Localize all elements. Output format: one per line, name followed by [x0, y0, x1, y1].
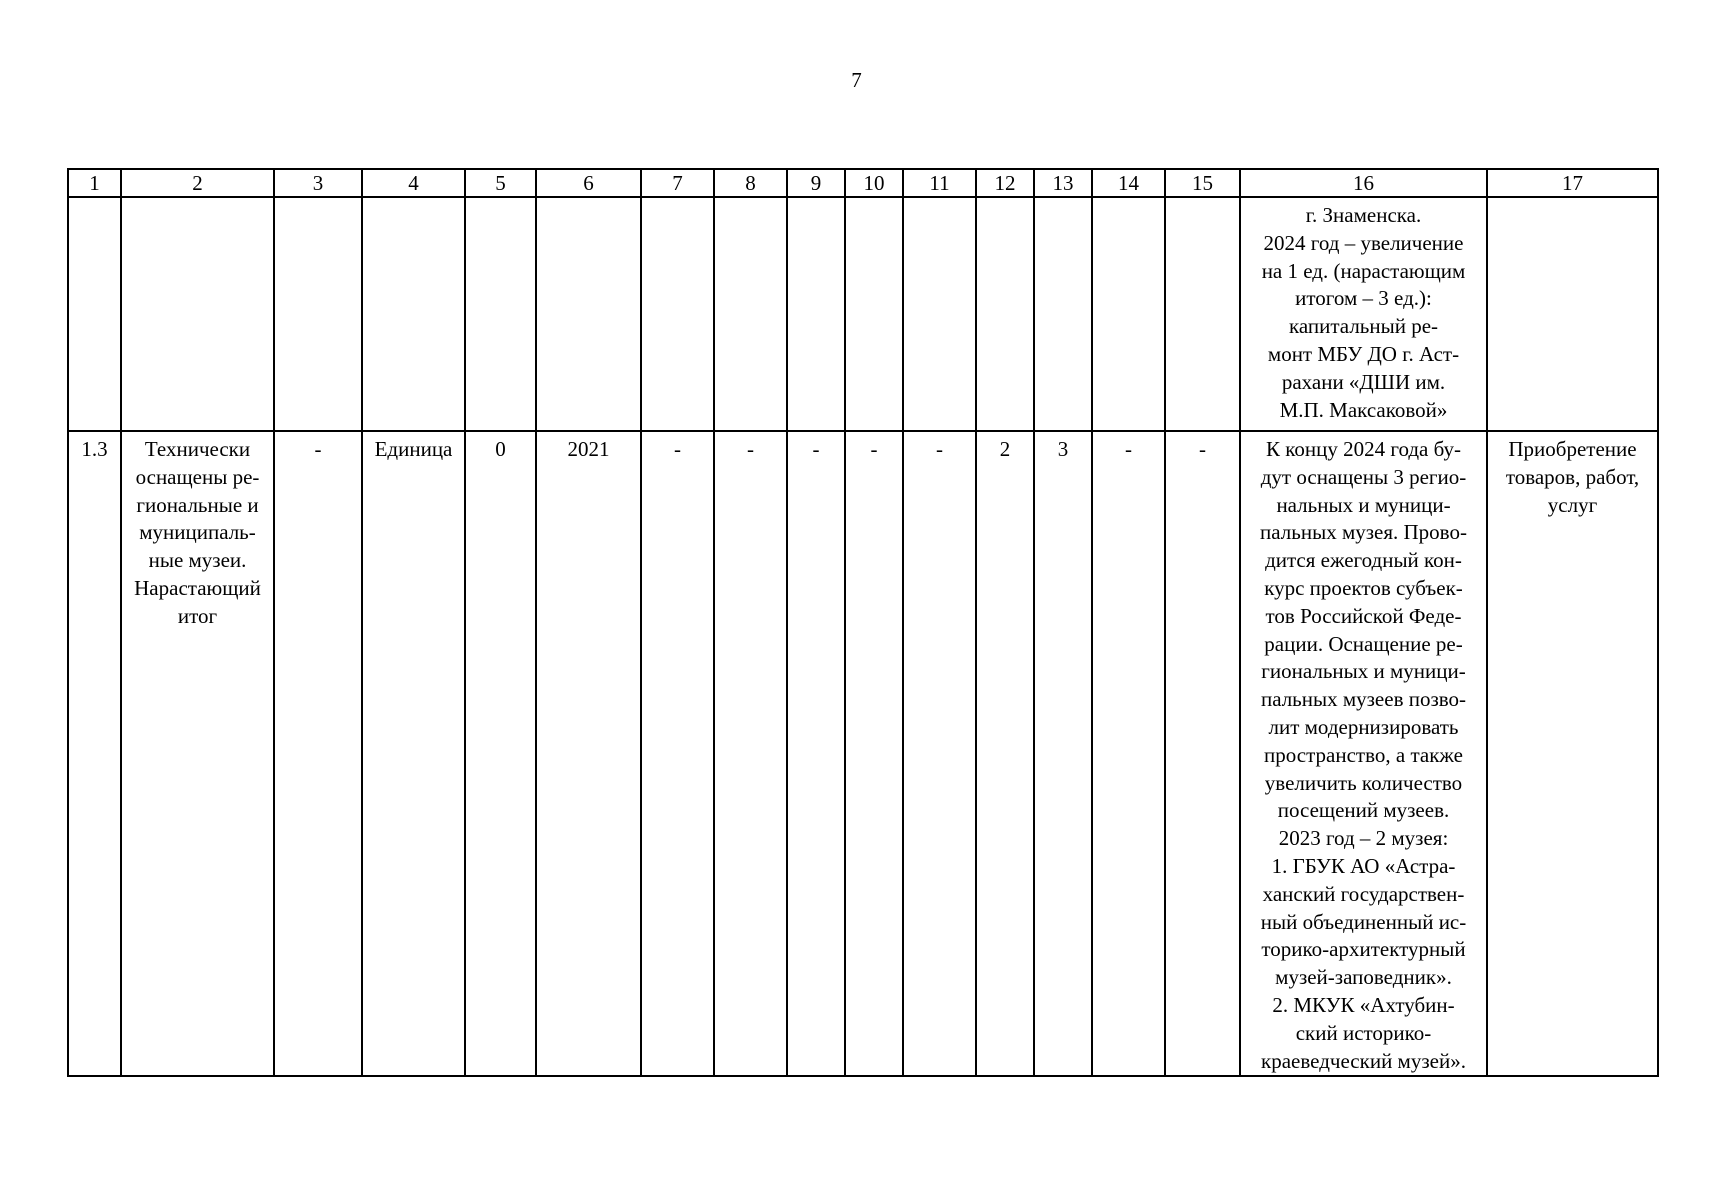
cell-col-3: -: [274, 431, 362, 1076]
cell-empty: [976, 197, 1034, 431]
column-header-16: 16: [1240, 169, 1487, 197]
column-header-4: 4: [362, 169, 465, 197]
column-header-5: 5: [465, 169, 536, 197]
cell-empty: [787, 197, 845, 431]
cell-col-10: -: [845, 431, 903, 1076]
cell-col-13: 3: [1034, 431, 1092, 1076]
column-header-13: 13: [1034, 169, 1092, 197]
cell-empty: [465, 197, 536, 431]
column-header-12: 12: [976, 169, 1034, 197]
cell-indicator-name: Технически оснащены ре- гиональные и муниципаль- ные музеи. Нарастающий итог: [121, 431, 274, 1076]
column-header-11: 11: [903, 169, 976, 197]
cell-empty: [903, 197, 976, 431]
cell-col-8: -: [714, 431, 787, 1076]
column-header-9: 9: [787, 169, 845, 197]
cell-empty: [274, 197, 362, 431]
cell-empty: [714, 197, 787, 431]
cell-empty: [1487, 197, 1658, 431]
cell-empty: [845, 197, 903, 431]
cell-empty: [121, 197, 274, 431]
cell-empty: [641, 197, 714, 431]
cell-empty: [362, 197, 465, 431]
column-header-10: 10: [845, 169, 903, 197]
cell-empty: [536, 197, 641, 431]
column-header-7: 7: [641, 169, 714, 197]
table-row-1-3: [68, 431, 1658, 1076]
column-header-14: 14: [1092, 169, 1165, 197]
cell-col-11: -: [903, 431, 976, 1076]
cell-item-number: 1.3: [68, 431, 121, 1076]
cell-empty: [1034, 197, 1092, 431]
cell-col-14: -: [1092, 431, 1165, 1076]
cell-base-year: 2021: [536, 431, 641, 1076]
cell-description: К концу 2024 года бу- дут оснащены 3 регио- нальных и муници- пальных музея. Прово- дится ежегодный кон- курс проектов субъек- тов Российской Феде- рации. Оснащение ре- гиональных и муници- пальных музеев позво- лит модернизировать пространство, а также увеличить количество посещений музеев. 2023 год – 2 музея: 1. ГБУК АО «Астра- ханский государствен- ный объединенный ис- торико-архитектурный музей-заповедник». 2. МКУК «Ахтубин- ский историко- краеведческий музей».: [1240, 431, 1487, 1076]
cell-col-9: -: [787, 431, 845, 1076]
cell-base-value: 0: [465, 431, 536, 1076]
column-header-2: 2: [121, 169, 274, 197]
table-row-continuation: [68, 197, 1658, 431]
column-header-1: 1: [68, 169, 121, 197]
column-header-15: 15: [1165, 169, 1240, 197]
table-header-row: [68, 169, 1658, 197]
column-header-3: 3: [274, 169, 362, 197]
column-header-8: 8: [714, 169, 787, 197]
page-number: 7: [851, 68, 862, 92]
document-table: [67, 168, 1659, 1077]
column-header-17: 17: [1487, 169, 1658, 197]
cell-empty: [1165, 197, 1240, 431]
cell-empty: [68, 197, 121, 431]
cell-empty: [1092, 197, 1165, 431]
cell-activity-type: Приобретение товаров, работ, услуг: [1487, 431, 1658, 1076]
cell-col-15: -: [1165, 431, 1240, 1076]
column-header-6: 6: [536, 169, 641, 197]
cell-col-7: -: [641, 431, 714, 1076]
cell-unit: Единица: [362, 431, 465, 1076]
cell-col-12: 2: [976, 431, 1034, 1076]
cell-continuation-description: г. Знаменска. 2024 год – увеличение на 1 ед. (нарастающим итогом – 3 ед.): капитальный ре- монт МБУ ДО г. Аст- рахани «ДШИ им. М.П. Максаковой»: [1240, 197, 1487, 431]
